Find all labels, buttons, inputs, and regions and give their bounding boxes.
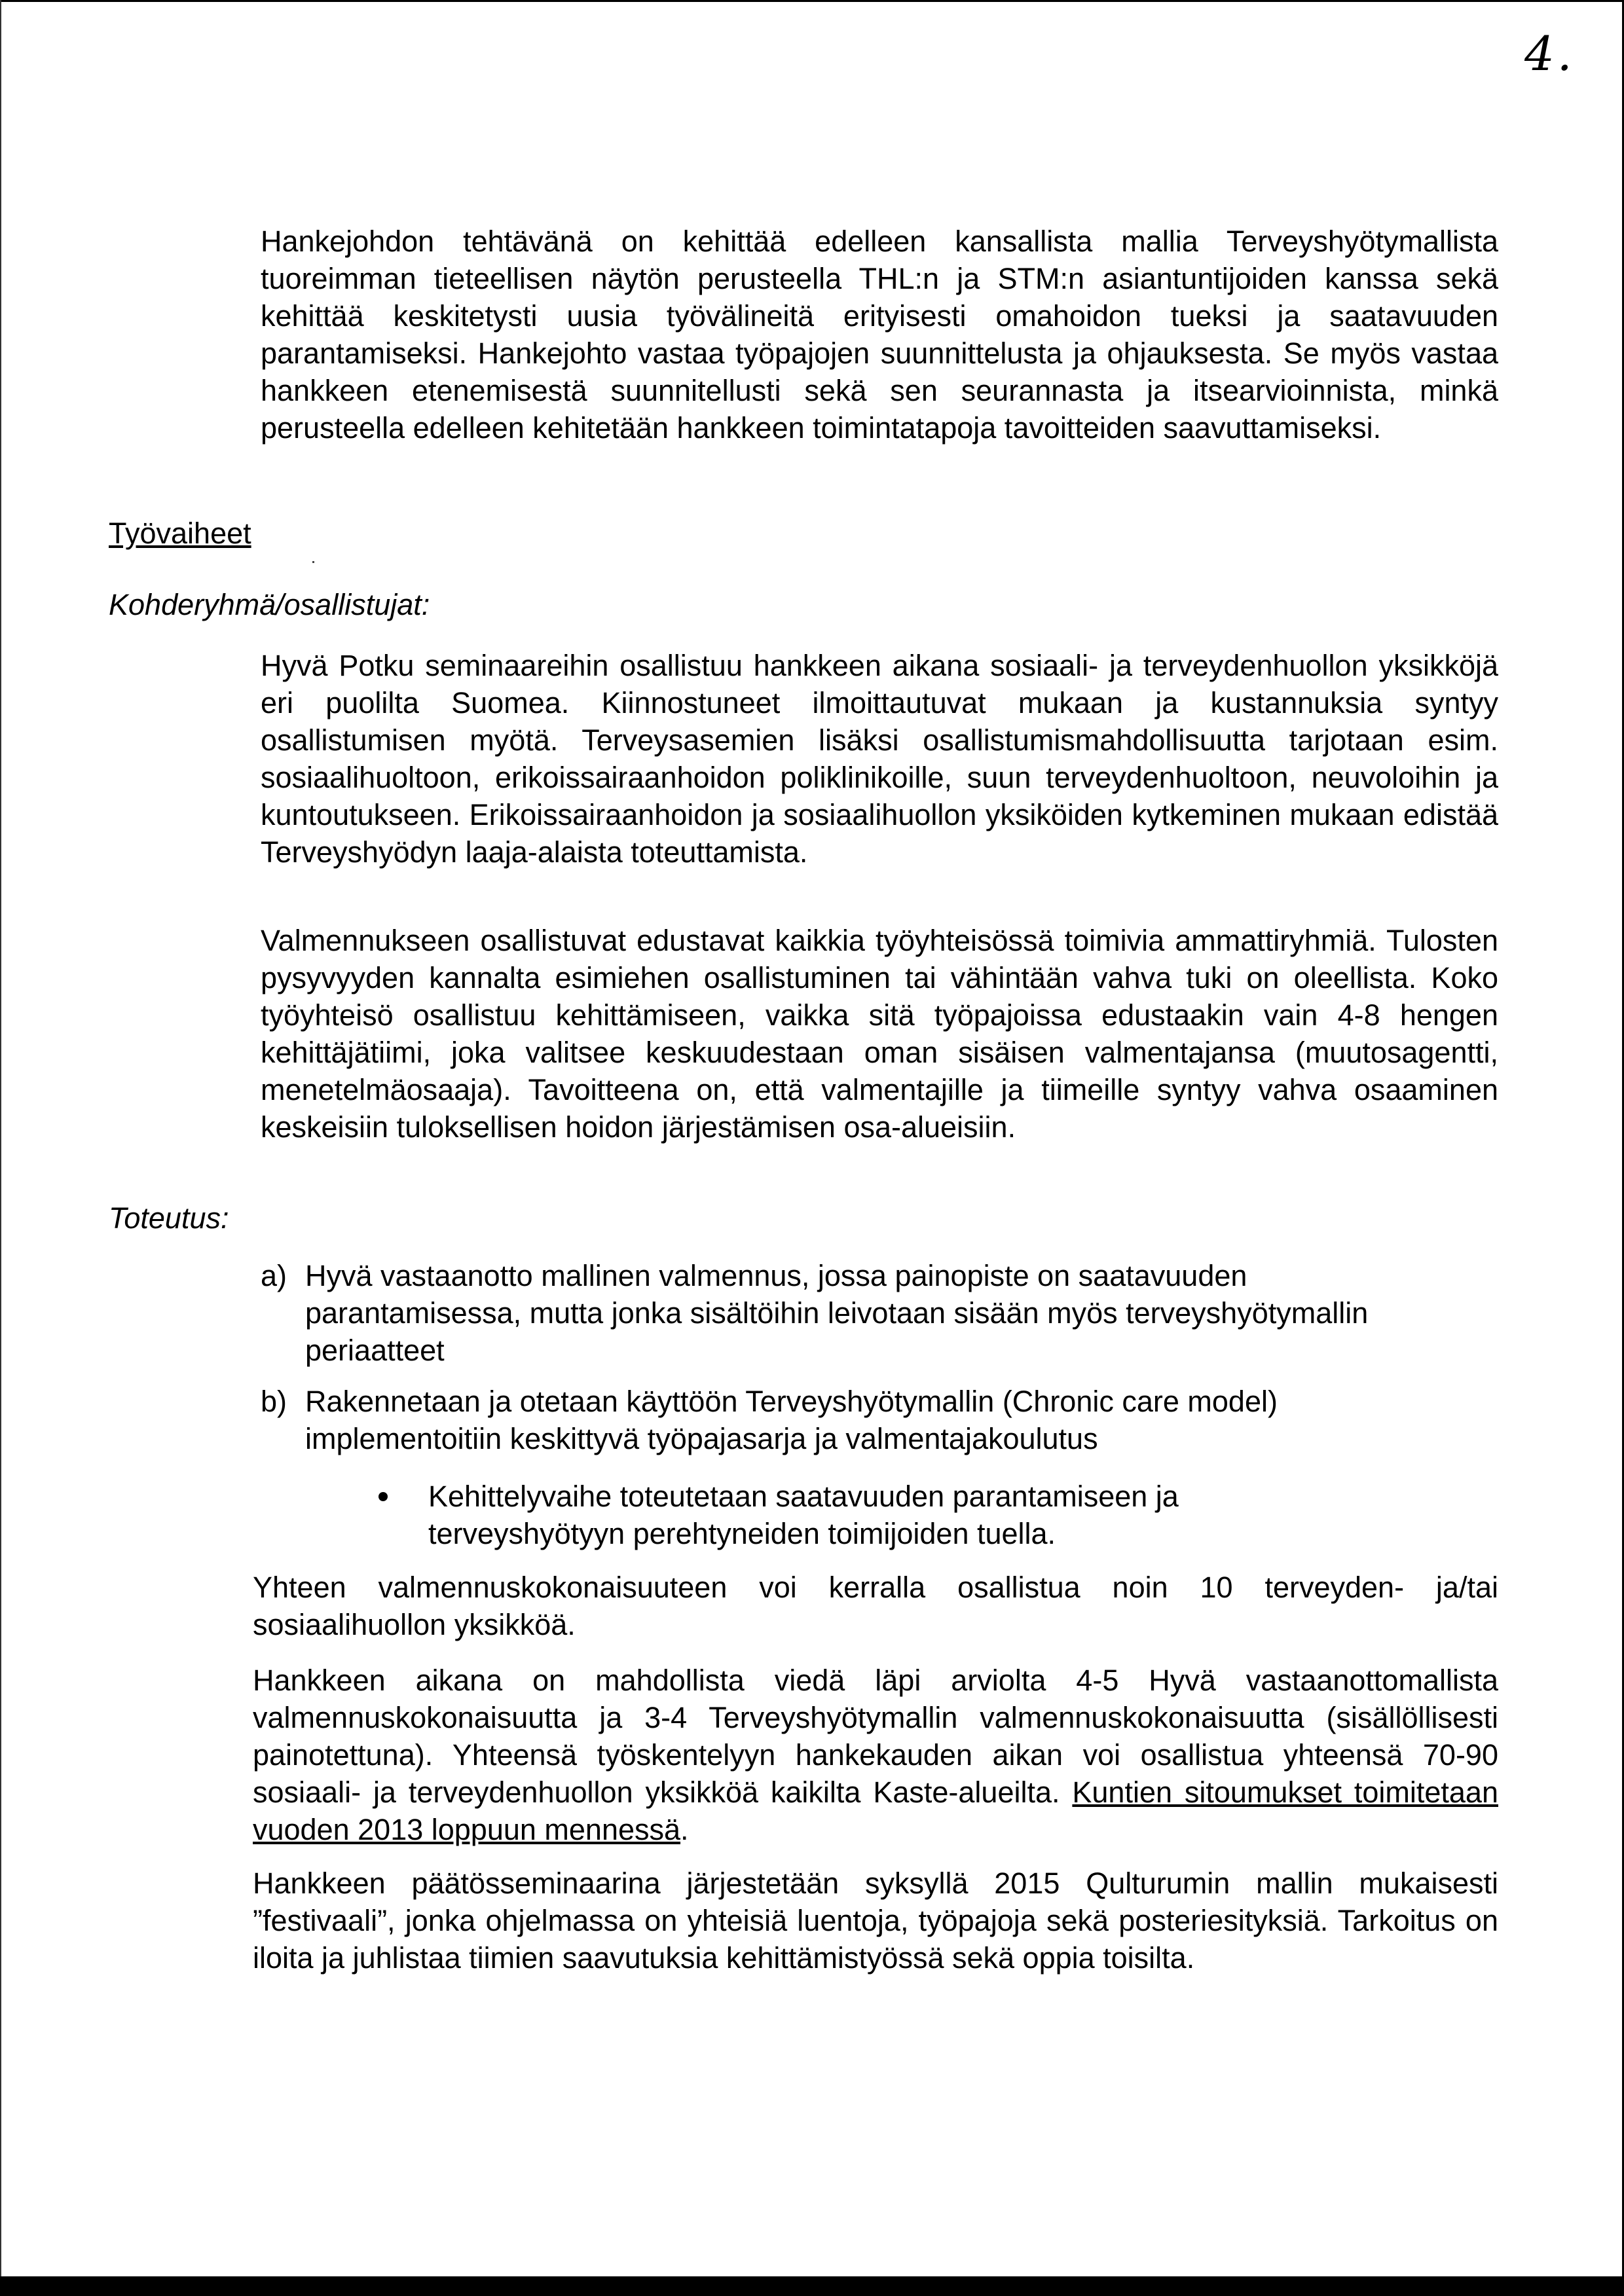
bullet-dot-icon: [378, 1492, 388, 1501]
page-border-bottom: [0, 2276, 1624, 2296]
implementation-heading: Toteutus:: [109, 1201, 229, 1235]
paragraph-project-main: Hankkeen aikana on mahdollista viedä läpi arviolta 4-5 Hyvä vastaanottomallista valmennuskokonaisuutta ja 3-4 Terveyshyötymallin valmennuskokonaisuutta (sisällöllisesti painotettuna). Yhteensä työskentelyyn hankekauden aikan voi osallistua yhteensä 70-90 sosiaali- ja terveydenhuollon yksikköä kaikilta Kaste-alueilta.: [253, 1664, 1498, 1809]
list-marker: a): [261, 1259, 287, 1292]
section-heading-tyovaiheet: Työvaiheet: [109, 517, 251, 550]
paragraph-project-underlined: Kuntien sitoumukset toimitetaan vuoden 2013 loppuun mennessä: [253, 1776, 1498, 1846]
paragraph-project-end: .: [680, 1813, 689, 1846]
target-group-paragraph-1: Hyvä Potku seminaareihin osallistuu hankkeen aikana sosiaali- ja terveydenhuollon yksikköjä eri puolilta Suomea. Kiinnostuneet ilmoittautuvat mukaan ja kustannuksia syntyy osallistumisen myötä. Terveysasemien lisäksi osallistumismahdollisuutta tarjotaan esim. sosiaalihuoltoon, erikoissairaanhoidon poliklinikoille, suun terveydenhuoltoon, neuvoloihin ja kuntoutukseen. Erikoissairaanhoidon ja sosiaalihuollon yksiköiden kytkeminen mukaan edistää Terveyshyödyn laaja-alaista toteuttamista.: [261, 649, 1498, 869]
bullet-item-text: Kehittelyvaihe toteutetaan saatavuuden parantamiseen ja terveyshyötyyn perehtyneiden toimijoiden tuella.: [428, 1480, 1179, 1550]
page-border-top: [0, 0, 1624, 2]
page-border-left: [0, 0, 1, 2296]
page-number: 4.: [1524, 26, 1575, 81]
paragraph-units: Yhteen valmennuskokonaisuuteen voi kerralla osallistua noin 10 terveyden- ja/tai sosiaalihuollon yksikköä.: [253, 1571, 1498, 1641]
list-item-text: Rakennetaan ja otetaan käyttöön Terveyshyötymallin (Chronic care model) implementoitiin keskittyvä työpajasarja ja valmentajakoulutus: [305, 1385, 1278, 1455]
target-group-heading: Kohderyhmä/osallistujat:: [109, 588, 430, 621]
target-group-paragraph-2: Valmennukseen osallistuvat edustavat kaikkia työyhteisössä toimivia ammattiryhmiä. Tulosten pysyvyyden kannalta esimiehen osallistuminen tai vähintään vahva tuki on oleellista. Koko työyhteisö osallistuu kehittämiseen, vaikka sitä työpajoissa edustaakin vain 4-8 hengen kehittäjätiimi, joka valitsee keskuudestaan oman sisäisen valmentajansa (muutosagentti, menetelmäosaaja). Tavoitteena on, että valmentajille ja tiimeille syntyy vahva osaaminen keskeisiin tuloksellisen hoidon järjestämisen osa-alueisiin.: [261, 924, 1498, 1144]
list-marker: b): [261, 1385, 287, 1418]
scan-speck: [312, 561, 314, 563]
list-item-text: Hyvä vastaanotto mallinen valmennus, jossa painopiste on saatavuuden parantamisessa, mutta jonka sisältöihin leivotaan sisään myös terveyshyötymallin periaatteet: [305, 1259, 1369, 1367]
paragraph-final-seminar: Hankkeen päätösseminaarina järjestetään syksyllä 2015 Qulturumin mallin mukaisesti ”festivaali”, jonka ohjelmassa on yhteisiä luentoja, työpajoja sekä posteriesityksiä. Tarkoitus on iloita ja juhlistaa tiimien saavutuksia kehittämistyössä sekä oppia toisilta.: [253, 1867, 1498, 1975]
intro-paragraph: Hankejohdon tehtävänä on kehittää edelleen kansallista mallia Terveyshyötymallista tuoreimman tieteellisen näytön perusteella THL:n ja STM:n asiantuntijoiden kanssa sekä kehittää keskitetysti uusia työvälineitä erityisesti omahoidon tueksi ja saatavuuden parantamiseksi. Hankejohto vastaa työpajojen suunnittelusta ja ohjauksesta. Se myös vastaa hankkeen etenemisestä suunnitellusti sekä sen seurannasta ja itsearvioinnista, minkä perusteella edelleen kehitetään hankkeen toimintatapoja tavoitteiden saavuttamiseksi.: [261, 225, 1498, 445]
paragraph-project: [253, 1662, 1498, 1848]
